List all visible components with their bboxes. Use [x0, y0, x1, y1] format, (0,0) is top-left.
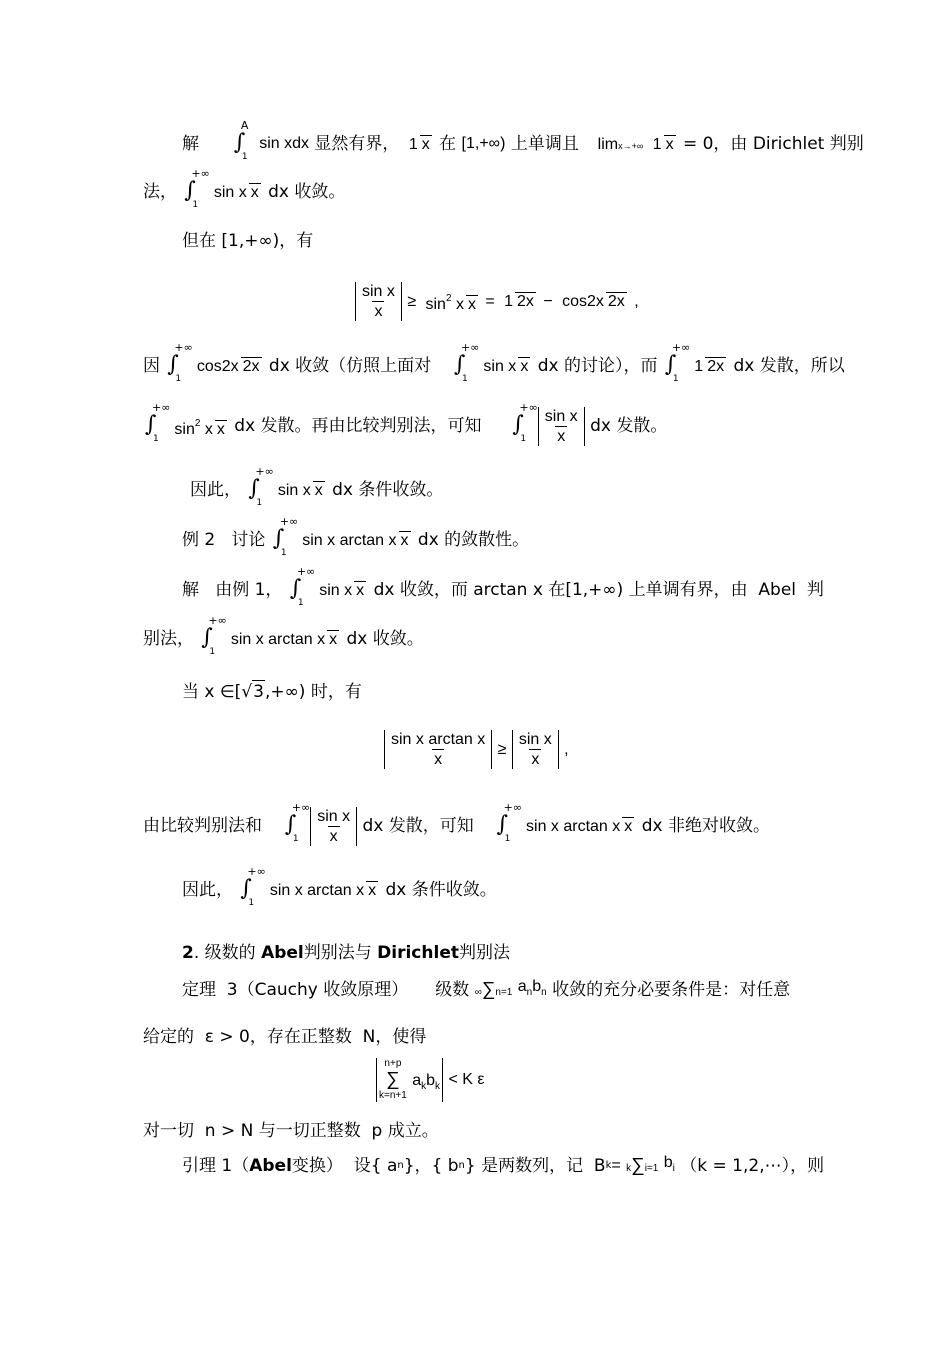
solution-label: 解: [182, 134, 199, 154]
absolute-value: n+p ∑ k=n+1 $a_kb_k$: [376, 1058, 443, 1102]
integral-symbol: ∫ +∞ 1: [454, 341, 480, 384]
sum-operator: ∞∑n=1: [474, 979, 513, 1000]
integrand: sin xdx: [259, 135, 310, 152]
p7-line2: 别法， ∫ +∞ 1 sin x arctan x x dx 收敛。: [143, 617, 424, 661]
absolute-value: $\frac{\text{sin x}}{x}$: [512, 730, 559, 769]
p1-line2: 法， ∫ +∞ 1 sin x x dx 收敛。: [143, 170, 345, 214]
integral-symbol: ∫ +∞ 1: [284, 801, 311, 844]
p7-line1: 解 由例 1， ∫ +∞ 1 sin x x dx 收敛，而 arctan x 在[1,+∞) 上单调有界，由 Abel 判: [182, 568, 824, 612]
p1-line1: 解 ∫ A 1 sin xdx 显然有界， 1 x 在 [1,+∞) 上单调且 limx→+∞ 1 x = 0，由 Dirichlet 判别: [182, 122, 864, 166]
integral-symbol: ∫ A 1: [233, 119, 249, 162]
fraction: 1 x: [652, 135, 674, 153]
integral-symbol: ∫ +∞ 1: [184, 167, 210, 210]
theorem-3-line1: 定理 3（Cauchy 收敛原理） 级数 ∞∑n=1 $a_nb_n$ 收敛的充分必要条件是：对任意: [182, 978, 791, 1000]
p3-line: 因 ∫ +∞ 1 cos2x 2x dx 收敛（仿照上面对 ∫ +∞ 1 sin x x dx 的讨论），而 ∫ +∞ 1 1 2x dx 发散，所以: [143, 344, 845, 388]
p8-line: 当 x ∈[√3,+∞) 时，有: [182, 681, 362, 702]
display-equation-2: $\frac{\text{sin x arctan x}}{x}$ ≥ $\frac{\text{sin x}}{x}$ ,: [384, 730, 569, 769]
display-equation-3: n+p ∑ k=n+1 $a_kb_k < K$ ε: [376, 1058, 484, 1102]
sqrt-radicand: 3: [253, 682, 264, 702]
integral-symbol: ∫ +∞ 1: [496, 801, 522, 844]
p11-line: 对一切 n > N 与一切正整数 p 成立。: [143, 1121, 439, 1141]
integral-symbol: ∫ +∞ 1: [145, 401, 171, 444]
integral-symbol: ∫ +∞ 1: [512, 401, 538, 444]
p2-line: 但在 [1,+∞)，有: [182, 231, 314, 251]
fraction: 1 2x: [504, 293, 534, 310]
integral-symbol: ∫ +∞ 1: [272, 515, 299, 558]
absolute-value: $\frac{\text{sin x}}{x}$: [310, 807, 357, 846]
p10-line: 因此， ∫ +∞ 1 sin x arctan x x dx 条件收敛。: [182, 868, 497, 912]
theorem-3-line2: 给定的 ε > 0，存在正整数 N，使得: [143, 1027, 427, 1047]
fraction: sin x x: [213, 183, 259, 201]
section-heading: 2. 级数的 Abel判别法与 Dirichlet判别法: [182, 943, 510, 963]
display-equation-1: $\frac{\text{sin x}}{x}$ ≥ $\sin^2 x$ x = 1 2x − cos2x 2x ,: [355, 282, 639, 321]
p5-line: 因此， ∫ +∞ 1 sin x x dx 条件收敛。: [190, 468, 443, 512]
fraction: $\sin^2 x$ x: [425, 293, 476, 313]
absolute-value: $\frac{\text{sin x}}{x}$: [538, 407, 585, 446]
integral-symbol: ∫ +∞ 1: [201, 614, 227, 657]
fraction: cos2x 2x: [562, 293, 625, 310]
absolute-value: $\frac{\text{sin x}}{x}$: [355, 282, 402, 321]
integral-symbol: ∫ +∞ 1: [248, 465, 274, 508]
lemma-1-line: 引理 1（Abel变换） 设{ an}，{ bn} 是两数列，记 Bk= k∑i=1 $b_i$ （k = 1,2,⋯），则: [182, 1154, 825, 1176]
sum-operator: k∑i=1: [626, 1155, 659, 1176]
limit-operator: limx→+∞: [597, 136, 644, 153]
integral-symbol: ∫ +∞ 1: [664, 341, 691, 384]
example-2-line: 例 2 讨论 ∫ +∞ 1 sin x arctan x x dx 的敛散性。: [182, 518, 529, 562]
integral-symbol: ∫ +∞ 1: [289, 565, 316, 608]
fraction: 1 x: [408, 135, 430, 153]
p9-line: 由比较判别法和 ∫ +∞ 1 $\frac{\text{sin x}}{x}$ dx 发散，可知 ∫ +∞ 1 sin x arctan x x dx 非绝对收敛。: [143, 804, 770, 848]
absolute-value: $\frac{\text{sin x arctan x}}{x}$: [384, 730, 492, 769]
integral-symbol: ∫ +∞ 1: [240, 865, 266, 908]
p4-line: ∫ +∞ 1 $\sin^2 x$ x dx 发散。再由比较判别法，可知 ∫ +∞ 1 $\frac{\text{sin x}}{x}$ dx 发散。: [143, 404, 667, 448]
integral-symbol: ∫ +∞ 1: [167, 341, 193, 384]
